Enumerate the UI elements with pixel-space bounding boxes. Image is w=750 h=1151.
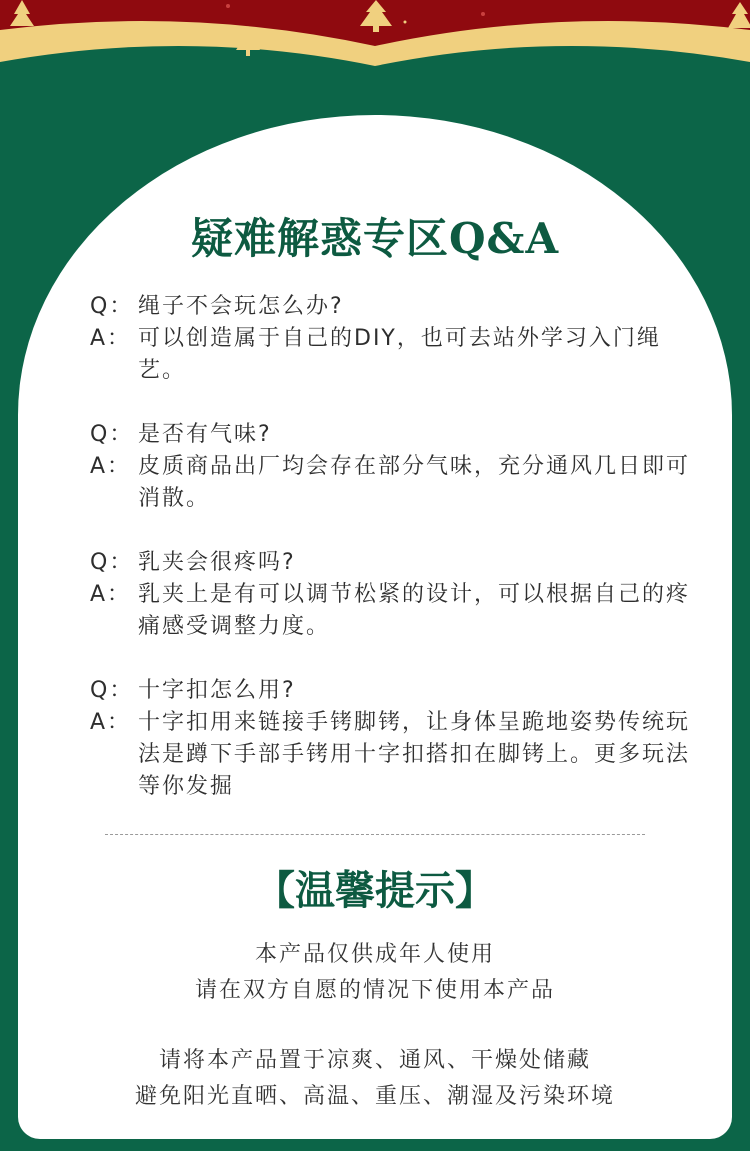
answer-prefix: A： — [90, 582, 132, 607]
tip-line: 本产品仅供成年人使用 — [254, 942, 495, 967]
answer-text: 可以创造属于自己的DIY，也可去站外学习入门绳艺。 — [138, 326, 661, 383]
answer-text: 乳夹上是有可以调节松紧的设计，可以根据自己的疼痛感受调整力度。 — [138, 582, 691, 639]
question-line — [90, 291, 690, 323]
answer-text: 皮质商品出厂均会存在部分气味，充分通风几日即可消散。 — [138, 454, 691, 511]
question-text: 乳夹会很疼吗? — [138, 550, 296, 575]
question-prefix: Q： — [90, 294, 134, 319]
answer-text: 十字扣用来链接手铐脚铐，让身体呈跪地姿势传统玩法是蹲下手部手铐用十字扣搭扣在脚铐上。更多玩法等你发掘 — [138, 710, 691, 799]
answer-prefix: A： — [90, 454, 132, 479]
curtain-header — [0, 0, 750, 90]
answer-line — [90, 707, 690, 803]
question-text: 是否有气味? — [138, 422, 272, 447]
tip-line: 请在双方自愿的情况下使用本产品 — [194, 978, 555, 1003]
answer-prefix: A： — [90, 326, 132, 351]
question-line — [90, 419, 690, 451]
question-line — [90, 547, 690, 579]
answer-line — [90, 323, 690, 387]
question-prefix: Q： — [90, 678, 134, 703]
answer-line — [90, 451, 690, 515]
qa-item — [90, 675, 690, 803]
question-prefix: Q： — [90, 550, 134, 575]
tip-line: 避免阳光直晒、高温、重压、潮湿及污染环境 — [134, 1084, 615, 1109]
question-text: 十字扣怎么用? — [138, 678, 296, 703]
qa-section-title: 疑难解惑专区Q&A — [190, 214, 560, 263]
qa-list — [90, 291, 690, 835]
question-text: 绳子不会玩怎么办? — [138, 294, 344, 319]
answer-line — [90, 579, 690, 643]
tip-line: 请将本产品置于凉爽、通风、干燥处储藏 — [158, 1048, 591, 1073]
tips-title: 【温馨提示】 — [255, 867, 495, 914]
answer-prefix: A： — [90, 710, 132, 735]
question-line — [90, 675, 690, 707]
qa-item — [90, 419, 690, 515]
question-prefix: Q： — [90, 422, 134, 447]
dashed-divider — [105, 834, 645, 835]
qa-item — [90, 291, 690, 387]
qa-item — [90, 547, 690, 643]
